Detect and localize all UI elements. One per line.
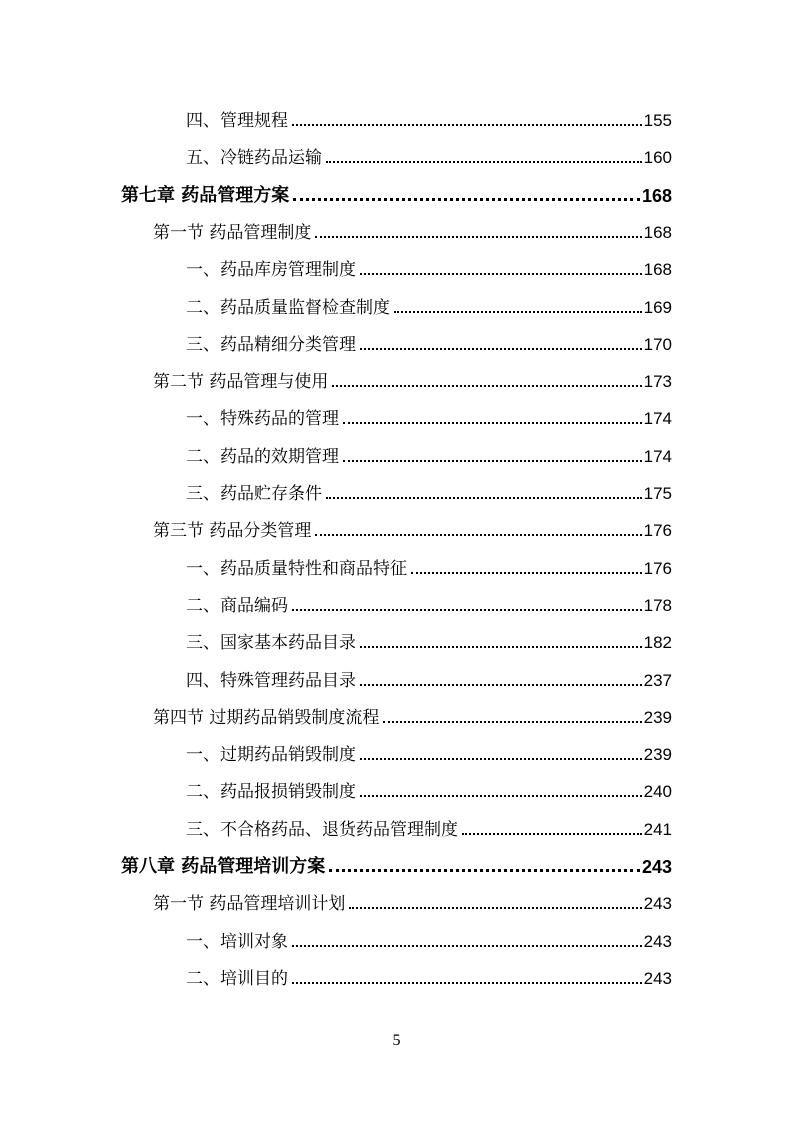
toc-dot-leader xyxy=(292,124,642,126)
toc-entry-label: 四、特殊管理药品目录 xyxy=(186,671,356,691)
toc-entry-label: 五、冷链药品运输 xyxy=(186,148,322,168)
toc-entry-page: 240 xyxy=(643,782,672,801)
toc-entry-page: 241 xyxy=(643,820,672,839)
toc-dot-leader xyxy=(360,684,642,686)
toc-dot-leader xyxy=(383,721,641,723)
toc-entry-item[interactable] xyxy=(186,479,672,505)
toc-entry-chapter[interactable] xyxy=(121,852,672,878)
toc-entry-label: 二、药品报损销毁制度 xyxy=(186,782,356,802)
toc-entry-item[interactable] xyxy=(186,143,672,169)
toc-entry-label: 二、培训目的 xyxy=(186,969,288,989)
toc-dot-leader xyxy=(315,534,641,536)
toc-entry-label: 一、药品质量特性和商品特征 xyxy=(186,559,407,579)
toc-entry-item[interactable] xyxy=(186,666,672,692)
toc-entry-section[interactable] xyxy=(153,516,672,542)
toc-entry-page: 169 xyxy=(643,298,672,317)
toc-entry-page: 155 xyxy=(643,111,672,130)
toc-entry-chapter[interactable] xyxy=(121,181,672,207)
toc-dot-leader xyxy=(394,311,642,313)
toc-entry-page: 168 xyxy=(643,223,672,242)
toc-dot-leader xyxy=(326,497,642,499)
toc-entry-label: 第一节 药品管理制度 xyxy=(153,223,312,243)
page-number: 5 xyxy=(392,1032,401,1049)
toc-entry-page: 175 xyxy=(643,484,672,503)
toc-entry-item[interactable] xyxy=(186,404,672,430)
toc-entry-item[interactable] xyxy=(186,554,672,580)
toc-dot-leader xyxy=(360,758,642,760)
toc-entry-item[interactable] xyxy=(186,293,672,319)
toc-entry-item[interactable] xyxy=(186,927,672,953)
toc-dot-leader xyxy=(360,348,642,350)
toc-entry-page: 237 xyxy=(643,671,672,690)
toc-entry-item[interactable] xyxy=(186,591,672,617)
toc-entry-item[interactable] xyxy=(186,815,672,841)
toc-entry-label: 第七章 药品管理方案 xyxy=(121,185,290,206)
toc-entry-label: 四、管理规程 xyxy=(186,111,288,131)
toc-dot-leader xyxy=(349,907,641,909)
toc-entry-label: 二、药品的效期管理 xyxy=(186,447,339,467)
toc-entry-item[interactable] xyxy=(186,106,672,132)
toc-entry-page: 170 xyxy=(643,335,672,354)
toc-entry-page: 168 xyxy=(643,260,672,279)
toc-entry-label: 三、不合格药品、退货药品管理制度 xyxy=(186,820,458,840)
toc-entry-page: 160 xyxy=(643,148,672,167)
toc-entry-label: 三、药品贮存条件 xyxy=(186,484,322,504)
toc-dot-leader xyxy=(360,795,642,797)
toc-entry-item[interactable] xyxy=(186,740,672,766)
toc-entry-label: 第八章 药品管理培训方案 xyxy=(121,856,326,877)
toc-entry-section[interactable] xyxy=(153,703,672,729)
toc-dot-leader xyxy=(292,982,642,984)
toc-dot-leader xyxy=(293,198,640,201)
toc-entry-page: 239 xyxy=(643,745,672,764)
toc-entry-page: 243 xyxy=(643,894,672,913)
toc-dot-leader xyxy=(462,833,642,835)
toc-entry-page: 243 xyxy=(641,857,672,877)
toc-dot-leader xyxy=(332,385,641,387)
toc-entry-item[interactable] xyxy=(186,442,672,468)
toc-entry-page: 176 xyxy=(643,521,672,540)
toc-dot-leader xyxy=(292,945,642,947)
toc-dot-leader xyxy=(343,422,642,424)
toc-entry-item[interactable] xyxy=(186,964,672,990)
toc-entry-section[interactable] xyxy=(153,367,672,393)
toc-entry-label: 三、药品精细分类管理 xyxy=(186,335,356,355)
toc-entry-label: 一、特殊药品的管理 xyxy=(186,409,339,429)
toc-dot-leader xyxy=(343,460,642,462)
toc-entry-page: 178 xyxy=(643,596,672,615)
toc-entry-label: 第四节 过期药品销毁制度流程 xyxy=(153,708,380,728)
toc-entry-item[interactable] xyxy=(186,255,672,281)
toc-dot-leader xyxy=(360,646,642,648)
toc-dot-leader xyxy=(315,236,641,238)
toc-entry-item[interactable] xyxy=(186,330,672,356)
toc-entry-page: 239 xyxy=(643,708,672,727)
toc-dot-leader xyxy=(411,572,642,574)
toc-dot-leader xyxy=(292,609,642,611)
toc-entry-label: 一、药品库房管理制度 xyxy=(186,260,356,280)
toc-entry-label: 一、培训对象 xyxy=(186,932,288,952)
toc-entry-section[interactable] xyxy=(153,218,672,244)
toc-entry-label: 三、国家基本药品目录 xyxy=(186,633,356,653)
toc-dot-leader xyxy=(326,161,642,163)
toc-dot-leader xyxy=(360,273,642,275)
toc-dot-leader xyxy=(329,869,640,872)
toc-entry-section[interactable] xyxy=(153,889,672,915)
toc-entry-label: 第三节 药品分类管理 xyxy=(153,521,312,541)
toc-entry-page: 176 xyxy=(643,559,672,578)
toc-entry-label: 第一节 药品管理培训计划 xyxy=(153,894,346,914)
toc-entry-page: 174 xyxy=(643,447,672,466)
toc-entry-page: 243 xyxy=(643,969,672,988)
toc-entry-page: 173 xyxy=(643,372,672,391)
toc-entry-page: 174 xyxy=(643,409,672,428)
toc-entry-item[interactable] xyxy=(186,777,672,803)
toc-entry-page: 243 xyxy=(643,932,672,951)
toc-entry-label: 二、药品质量监督检查制度 xyxy=(186,298,390,318)
toc-entry-page: 182 xyxy=(643,633,672,652)
toc-entry-item[interactable] xyxy=(186,628,672,654)
toc-entry-label: 第二节 药品管理与使用 xyxy=(153,372,329,392)
toc-entry-label: 二、商品编码 xyxy=(186,596,288,616)
toc-entry-page: 168 xyxy=(641,186,672,206)
toc-entry-label: 一、过期药品销毁制度 xyxy=(186,745,356,765)
